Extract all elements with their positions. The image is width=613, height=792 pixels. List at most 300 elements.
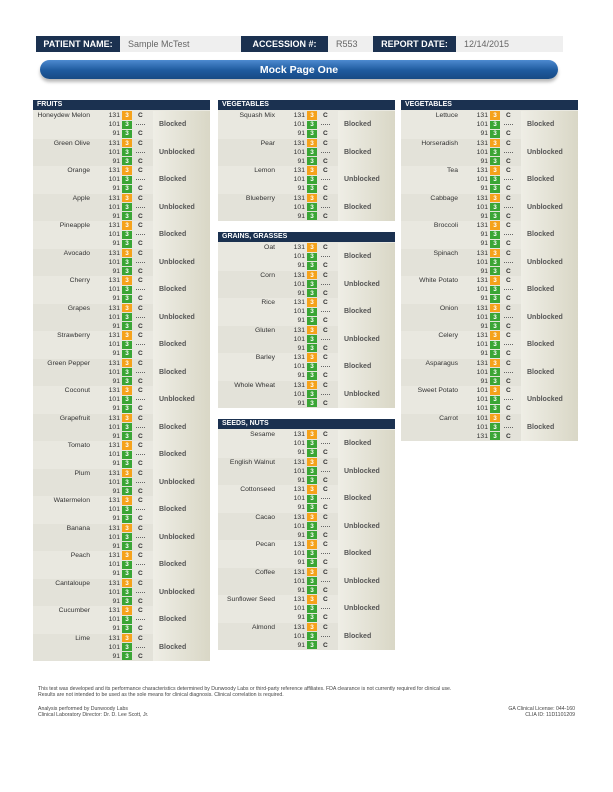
level-badge: 3 xyxy=(490,386,500,394)
status-label: Blocked xyxy=(153,276,210,304)
class-mark: C xyxy=(138,579,143,587)
food-item xyxy=(33,304,210,332)
level-badge: 3 xyxy=(307,280,317,288)
level-badge: 3 xyxy=(490,341,500,349)
class-mark: C xyxy=(138,249,143,257)
food-name: Orange xyxy=(67,167,90,174)
level-row xyxy=(93,423,153,432)
food-name: Pear xyxy=(260,139,275,147)
level-value: 101 xyxy=(108,368,120,376)
level-value: 131 xyxy=(293,194,305,202)
level-row xyxy=(93,340,153,349)
level-badge: 3 xyxy=(122,121,132,129)
level-row xyxy=(461,395,521,404)
level-badge: 3 xyxy=(307,243,317,251)
level-row xyxy=(461,258,521,267)
level-rows xyxy=(93,331,153,358)
level-rows xyxy=(93,304,153,331)
level-badge: 3 xyxy=(490,350,500,358)
status-label: Unblocked xyxy=(338,326,395,354)
class-mark: C xyxy=(138,524,143,532)
level-row xyxy=(278,243,338,252)
range-dash-icon xyxy=(321,284,330,285)
food-name: Gluten xyxy=(254,326,275,334)
level-row xyxy=(278,139,338,148)
level-badge: 3 xyxy=(122,460,132,468)
level-badge: 3 xyxy=(307,203,317,211)
level-row xyxy=(93,285,153,294)
level-row xyxy=(93,542,153,551)
level-value: 101 xyxy=(476,176,488,184)
level-row xyxy=(93,579,153,588)
level-row xyxy=(93,404,153,413)
level-badge: 3 xyxy=(122,606,132,614)
level-value: 91 xyxy=(297,559,305,567)
level-badge: 3 xyxy=(122,643,132,651)
food-name: Avocado xyxy=(63,249,90,257)
level-value: 91 xyxy=(112,570,120,578)
level-badge: 3 xyxy=(307,111,317,119)
level-rows xyxy=(278,166,338,193)
class-mark: C xyxy=(138,222,143,230)
level-value: 131 xyxy=(476,304,488,312)
level-value: 91 xyxy=(297,372,305,380)
level-badge: 3 xyxy=(122,652,132,660)
food-name: Coffee xyxy=(255,568,275,576)
level-badge: 3 xyxy=(490,139,500,147)
class-mark: C xyxy=(323,299,328,307)
food-name: Asparagus xyxy=(425,359,458,367)
level-row xyxy=(461,212,521,221)
level-row xyxy=(461,111,521,120)
range-dash-icon xyxy=(136,647,145,648)
level-value: 101 xyxy=(293,203,305,211)
level-badge: 3 xyxy=(122,478,132,486)
level-badge: 3 xyxy=(122,221,132,229)
level-row xyxy=(93,377,153,386)
food-name: Squash Mix xyxy=(239,112,275,119)
level-row xyxy=(461,304,521,313)
level-badge: 3 xyxy=(122,176,132,184)
level-badge: 3 xyxy=(307,326,317,334)
level-value: 91 xyxy=(480,240,488,248)
status-label: Blocked xyxy=(521,331,578,359)
status-label: Blocked xyxy=(153,414,210,442)
level-badge: 3 xyxy=(122,441,132,449)
status-label: Blocked xyxy=(153,606,210,634)
class-mark: C xyxy=(138,432,143,440)
food-item xyxy=(401,166,578,194)
class-mark: C xyxy=(138,652,143,660)
level-row xyxy=(278,540,338,549)
level-badge: 3 xyxy=(307,372,317,380)
level-badge: 3 xyxy=(490,359,500,367)
level-row xyxy=(461,313,521,322)
level-row xyxy=(93,313,153,322)
status-label: Blocked xyxy=(338,353,395,381)
class-mark: C xyxy=(506,277,511,285)
level-row xyxy=(461,294,521,303)
level-value: 91 xyxy=(480,267,488,275)
level-badge: 3 xyxy=(490,295,500,303)
range-dash-icon xyxy=(136,372,145,373)
level-value: 131 xyxy=(293,458,305,466)
level-badge: 3 xyxy=(122,551,132,559)
level-value: 91 xyxy=(297,614,305,622)
food-item xyxy=(218,166,395,194)
class-mark: C xyxy=(323,271,328,279)
level-rows xyxy=(93,496,153,523)
level-value: 101 xyxy=(108,341,120,349)
level-value: 91 xyxy=(112,295,120,303)
level-value: 101 xyxy=(476,286,488,294)
level-value: 131 xyxy=(293,271,305,279)
status-label: Blocked xyxy=(521,111,578,139)
food-item xyxy=(218,194,395,222)
level-rows xyxy=(93,579,153,606)
level-value: 101 xyxy=(108,148,120,156)
level-badge: 3 xyxy=(490,368,500,376)
level-row xyxy=(461,276,521,285)
class-mark: C xyxy=(138,377,143,385)
status-label: Blocked xyxy=(338,243,395,271)
range-dash-icon xyxy=(136,317,145,318)
level-row xyxy=(461,404,521,413)
class-mark: C xyxy=(138,267,143,275)
food-name: Rice xyxy=(261,299,275,306)
status-label: Unblocked xyxy=(338,568,395,596)
level-badge: 3 xyxy=(490,267,500,275)
panel-grains-grasses xyxy=(218,232,395,408)
level-row xyxy=(278,467,338,476)
level-row xyxy=(93,267,153,276)
range-dash-icon xyxy=(321,443,330,444)
level-row xyxy=(93,258,153,267)
footer-license-info xyxy=(508,706,575,718)
level-row xyxy=(93,432,153,441)
level-value: 101 xyxy=(293,467,305,475)
food-name: Barley xyxy=(255,354,275,361)
level-row xyxy=(461,166,521,175)
level-value: 101 xyxy=(476,387,488,395)
level-badge: 3 xyxy=(122,616,132,624)
level-value: 131 xyxy=(293,486,305,494)
level-badge: 3 xyxy=(122,515,132,523)
level-badge: 3 xyxy=(490,194,500,202)
level-row xyxy=(278,280,338,289)
level-badge: 3 xyxy=(307,185,317,193)
status-label: Unblocked xyxy=(153,469,210,497)
range-dash-icon xyxy=(504,372,513,373)
food-name: Celery xyxy=(438,332,458,339)
level-value: 91 xyxy=(297,289,305,297)
level-rows xyxy=(461,414,521,441)
level-value: 131 xyxy=(108,359,120,367)
level-value: 91 xyxy=(480,231,488,239)
food-item xyxy=(218,353,395,381)
range-dash-icon xyxy=(321,366,330,367)
level-row xyxy=(93,175,153,184)
class-mark: C xyxy=(506,185,511,193)
level-badge: 3 xyxy=(490,423,500,431)
level-value: 101 xyxy=(293,363,305,371)
level-badge: 3 xyxy=(122,496,132,504)
level-row xyxy=(461,340,521,349)
range-dash-icon xyxy=(136,124,145,125)
food-item xyxy=(401,304,578,332)
level-badge: 3 xyxy=(307,550,317,558)
food-item xyxy=(33,496,210,524)
food-item xyxy=(218,381,395,409)
food-item xyxy=(33,469,210,497)
range-dash-icon xyxy=(136,234,145,235)
level-rows xyxy=(93,634,153,661)
level-row xyxy=(278,485,338,494)
level-row xyxy=(461,230,521,239)
level-value: 91 xyxy=(297,212,305,220)
level-value: 91 xyxy=(297,185,305,193)
class-mark: C xyxy=(138,387,143,395)
level-row xyxy=(278,252,338,261)
level-rows xyxy=(93,249,153,276)
level-row xyxy=(93,212,153,221)
range-dash-icon xyxy=(321,124,330,125)
level-badge: 3 xyxy=(307,614,317,622)
level-badge: 3 xyxy=(307,540,317,548)
accession-value: R553 xyxy=(328,36,373,52)
range-dash-icon xyxy=(504,262,513,263)
level-badge: 3 xyxy=(122,396,132,404)
class-mark: C xyxy=(138,322,143,330)
level-row xyxy=(278,458,338,467)
level-rows xyxy=(461,331,521,358)
food-name: Lime xyxy=(75,634,90,642)
range-dash-icon xyxy=(136,344,145,345)
class-mark: C xyxy=(138,607,143,615)
level-badge: 3 xyxy=(122,570,132,578)
level-badge: 3 xyxy=(307,504,317,512)
food-item xyxy=(33,221,210,249)
level-value: 131 xyxy=(293,431,305,439)
level-badge: 3 xyxy=(490,249,500,257)
class-mark: C xyxy=(323,449,328,457)
class-mark: C xyxy=(138,130,143,138)
level-row xyxy=(278,586,338,595)
class-mark: C xyxy=(506,240,511,248)
level-rows xyxy=(93,194,153,221)
level-value: 131 xyxy=(293,326,305,334)
level-badge: 3 xyxy=(307,157,317,165)
level-row xyxy=(461,221,521,230)
level-rows xyxy=(278,623,338,650)
range-dash-icon xyxy=(321,152,330,153)
class-mark: C xyxy=(138,405,143,413)
food-item xyxy=(33,139,210,167)
status-label: Blocked xyxy=(338,298,395,326)
level-rows xyxy=(278,243,338,270)
level-row xyxy=(278,448,338,457)
level-value: 131 xyxy=(108,387,120,395)
food-item xyxy=(218,485,395,513)
level-row xyxy=(461,249,521,258)
level-badge: 3 xyxy=(307,121,317,129)
level-value: 131 xyxy=(108,167,120,175)
level-row xyxy=(278,430,338,439)
class-mark: C xyxy=(506,414,511,422)
level-rows xyxy=(278,568,338,595)
level-value: 91 xyxy=(297,641,305,649)
food-item xyxy=(33,524,210,552)
level-value: 91 xyxy=(112,460,120,468)
level-badge: 3 xyxy=(122,249,132,257)
level-badge: 3 xyxy=(122,579,132,587)
level-value: 91 xyxy=(480,185,488,193)
level-value: 91 xyxy=(297,130,305,138)
class-mark: C xyxy=(138,350,143,358)
level-badge: 3 xyxy=(307,148,317,156)
level-value: 101 xyxy=(108,396,120,404)
level-row xyxy=(93,505,153,514)
level-value: 131 xyxy=(108,469,120,477)
panel-fruits xyxy=(33,100,210,661)
level-rows xyxy=(278,458,338,485)
patient-header xyxy=(36,36,563,52)
range-dash-icon xyxy=(504,317,513,318)
level-row xyxy=(93,606,153,615)
class-mark: C xyxy=(138,332,143,340)
food-name: Apple xyxy=(72,194,90,202)
level-row xyxy=(93,386,153,395)
level-row xyxy=(278,326,338,335)
level-badge: 3 xyxy=(307,335,317,343)
level-row xyxy=(93,304,153,313)
level-value: 101 xyxy=(108,643,120,651)
level-badge: 3 xyxy=(490,221,500,229)
range-dash-icon xyxy=(504,207,513,208)
class-mark: C xyxy=(323,167,328,175)
class-mark: C xyxy=(138,304,143,312)
food-name: Banana xyxy=(66,524,90,532)
level-value: 131 xyxy=(293,381,305,389)
level-badge: 3 xyxy=(307,632,317,640)
level-value: 91 xyxy=(297,586,305,594)
level-row xyxy=(278,166,338,175)
level-value: 131 xyxy=(476,277,488,285)
level-badge: 3 xyxy=(307,289,317,297)
food-name: English Walnut xyxy=(229,458,275,466)
level-badge: 3 xyxy=(307,271,317,279)
level-value: 91 xyxy=(480,157,488,165)
level-badge: 3 xyxy=(490,130,500,138)
level-badge: 3 xyxy=(122,185,132,193)
level-row xyxy=(461,157,521,166)
food-name: Lettuce xyxy=(435,112,458,119)
class-mark: C xyxy=(323,641,328,649)
level-row xyxy=(278,476,338,485)
food-item xyxy=(218,623,395,651)
range-dash-icon xyxy=(136,399,145,400)
level-rows xyxy=(93,276,153,303)
level-value: 131 xyxy=(108,552,120,560)
level-row xyxy=(93,166,153,175)
level-badge: 3 xyxy=(122,139,132,147)
food-name: Sesame xyxy=(250,431,275,438)
food-item xyxy=(218,540,395,568)
level-value: 131 xyxy=(108,524,120,532)
level-value: 91 xyxy=(112,597,120,605)
class-mark: C xyxy=(323,586,328,594)
class-mark: C xyxy=(323,130,328,138)
level-rows xyxy=(461,166,521,193)
level-rows xyxy=(461,194,521,221)
panel-vegetables-2 xyxy=(401,100,578,441)
level-badge: 3 xyxy=(307,308,317,316)
level-badge: 3 xyxy=(490,286,500,294)
report-date-value: 12/14/2015 xyxy=(456,36,563,52)
food-item xyxy=(218,326,395,354)
status-label: Blocked xyxy=(153,496,210,524)
level-badge: 3 xyxy=(122,194,132,202)
level-value: 131 xyxy=(293,299,305,307)
status-label: Blocked xyxy=(521,359,578,387)
range-dash-icon xyxy=(504,289,513,290)
food-item xyxy=(33,276,210,304)
status-label: Unblocked xyxy=(521,304,578,332)
level-value: 91 xyxy=(297,449,305,457)
level-row xyxy=(461,386,521,395)
level-badge: 3 xyxy=(490,231,500,239)
level-value: 131 xyxy=(108,414,120,422)
range-dash-icon xyxy=(504,427,513,428)
food-name: Strawberry xyxy=(57,332,90,339)
level-badge: 3 xyxy=(307,531,317,539)
status-label: Blocked xyxy=(521,276,578,304)
level-row xyxy=(278,194,338,203)
level-row xyxy=(93,634,153,643)
level-badge: 3 xyxy=(307,390,317,398)
class-mark: C xyxy=(323,596,328,604)
level-row xyxy=(278,604,338,613)
clinical-license: GA Clinical License: 044-160 xyxy=(508,706,575,712)
level-badge: 3 xyxy=(490,203,500,211)
status-label: Unblocked xyxy=(338,458,395,486)
level-row xyxy=(93,368,153,377)
level-badge: 3 xyxy=(307,467,317,475)
level-row xyxy=(93,322,153,331)
class-mark: C xyxy=(506,157,511,165)
level-value: 131 xyxy=(293,541,305,549)
level-badge: 3 xyxy=(307,166,317,174)
class-mark: C xyxy=(138,497,143,505)
status-label: Blocked xyxy=(153,359,210,387)
level-badge: 3 xyxy=(307,605,317,613)
level-badge: 3 xyxy=(122,451,132,459)
class-mark: C xyxy=(323,476,328,484)
level-value: 101 xyxy=(108,423,120,431)
level-rows xyxy=(278,540,338,567)
level-value: 131 xyxy=(476,139,488,147)
status-label: Blocked xyxy=(153,331,210,359)
level-badge: 3 xyxy=(307,440,317,448)
range-dash-icon xyxy=(321,394,330,395)
class-mark: C xyxy=(506,432,511,440)
level-value: 131 xyxy=(476,222,488,230)
range-dash-icon xyxy=(321,553,330,554)
range-dash-icon xyxy=(136,482,145,483)
food-item xyxy=(33,634,210,662)
level-badge: 3 xyxy=(490,166,500,174)
level-row xyxy=(93,533,153,542)
